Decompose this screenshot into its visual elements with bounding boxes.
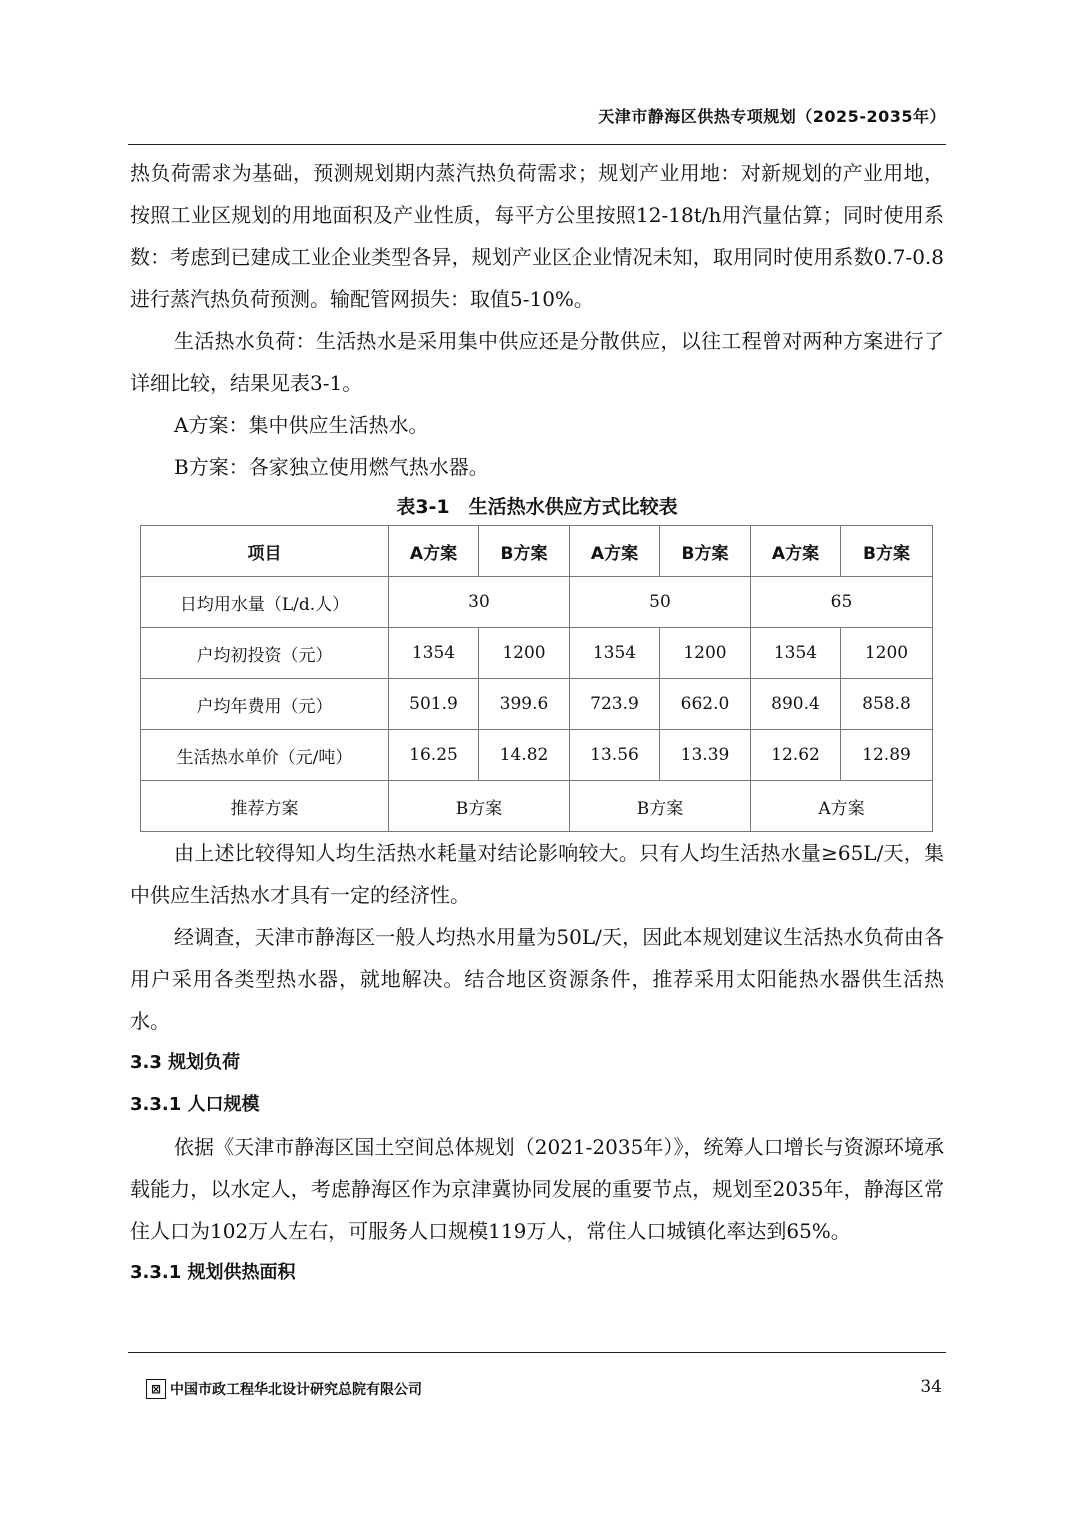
table-cell: B方案 — [570, 781, 751, 832]
table-row-daily-water — [141, 577, 933, 628]
section-heading-population: 3.3.1 人口规模 — [130, 1094, 260, 1115]
table-cell: B方案 — [389, 781, 570, 832]
table-cell: 12.62 — [751, 730, 841, 781]
paragraph-steam-load: 热负荷需求为基础，预测规划期内蒸汽热负荷需求；规划产业用地：对新规划的产业用地，按照工业区规划的用地面积及产业性质，每平方公里按照12-18t/h用汽量估算；同时使用系数：考虑到已建成工业企业类型各异，规划产业区企业情况未知，取用同时使用系数0.7-0.8进行蒸汽热负荷预测。输配管网损失：取值5-10%。 — [130, 161, 944, 311]
table-cell: 1200 — [841, 628, 933, 679]
row-label: 生活热水单价（元/吨） — [141, 730, 389, 781]
document-title: 天津市静海区供热专项规划（2025-2035年） — [598, 107, 946, 126]
footer-company — [146, 1379, 422, 1399]
table-cell: 501.9 — [389, 679, 479, 730]
table-row-unit-price — [141, 730, 933, 781]
row-label: 户均年费用（元） — [141, 679, 389, 730]
table-cell: 50 — [570, 577, 751, 628]
row-label: 户均初投资（元） — [141, 628, 389, 679]
comparison-table — [140, 525, 933, 832]
table-cell: 1354 — [389, 628, 479, 679]
section-heading-planned-load: 3.3 规划负荷 — [130, 1052, 241, 1073]
table-cell: 12.89 — [841, 730, 933, 781]
page-footer — [128, 1352, 946, 1398]
table-cell: 399.6 — [479, 679, 570, 730]
header-cell-option-b: B方案 — [841, 526, 933, 577]
company-logo-icon: ⊠ — [146, 1379, 166, 1399]
header-cell-option-a: A方案 — [389, 526, 479, 577]
table-cell: 1200 — [479, 628, 570, 679]
paragraph-population: 依据《天津市静海区国土空间总体规划（2021-2035年）》，统筹人口增长与资源环境承载能力，以水定人，考虑静海区作为京津冀协同发展的重要节点，规划至2035年，静海区常住人口为102万人左右，可服务人口规模119万人，常住人口城镇化率达到65%。 — [130, 1135, 944, 1243]
header-cell-option-a: A方案 — [751, 526, 841, 577]
paragraph-conclusion: 由上述比较得知人均生活热水耗量对结论影响较大。只有人均生活热水量≥65L/天，集中供应生活热水才具有一定的经济性。 — [130, 841, 944, 907]
table-cell: 1354 — [751, 628, 841, 679]
paragraph-hot-water-load: 生活热水负荷：生活热水是采用集中供应还是分散供应，以往工程曾对两种方案进行了详细比较，结果见表3-1。 — [130, 329, 944, 395]
table-cell: 1200 — [660, 628, 751, 679]
table-cell: 30 — [389, 577, 570, 628]
header-cell-option-b: B方案 — [479, 526, 570, 577]
table-cell: A方案 — [751, 781, 933, 832]
table-cell: 14.82 — [479, 730, 570, 781]
company-name: 中国市政工程华北设计研究总院有限公司 — [170, 1382, 422, 1398]
page-content — [130, 152, 944, 1294]
paragraph-option-a: A方案：集中供应生活热水。 — [174, 413, 429, 437]
section-heading-heating-area: 3.3.1 规划供热面积 — [130, 1262, 296, 1283]
table-cell: 13.56 — [570, 730, 660, 781]
table-cell: 858.8 — [841, 679, 933, 730]
paragraph-option-b: B方案：各家独立使用燃气热水器。 — [174, 455, 489, 479]
table-row-recommendation — [141, 781, 933, 832]
table-cell: 16.25 — [389, 730, 479, 781]
header-cell-option-a: A方案 — [570, 526, 660, 577]
page-number: 34 — [920, 1377, 942, 1397]
table-caption: 表3-1 生活热水供应方式比较表 — [396, 496, 678, 518]
header-cell-item: 项目 — [141, 526, 389, 577]
page-header — [128, 104, 946, 145]
table-cell: 13.39 — [660, 730, 751, 781]
row-label: 日均用水量（L/d.人） — [141, 577, 389, 628]
table-row-initial-investment — [141, 628, 933, 679]
table-cell: 1354 — [570, 628, 660, 679]
table-cell: 65 — [751, 577, 933, 628]
table-header-row — [141, 526, 933, 577]
header-cell-option-b: B方案 — [660, 526, 751, 577]
row-label: 推荐方案 — [141, 781, 389, 832]
table-cell: 890.4 — [751, 679, 841, 730]
table-cell: 723.9 — [570, 679, 660, 730]
table-cell: 662.0 — [660, 679, 751, 730]
paragraph-survey: 经调查，天津市静海区一般人均热水用量为50L/天，因此本规划建议生活热水负荷由各用户采用各类型热水器，就地解决。结合地区资源条件，推荐采用太阳能热水器供生活热水。 — [130, 925, 944, 1033]
table-row-annual-cost — [141, 679, 933, 730]
